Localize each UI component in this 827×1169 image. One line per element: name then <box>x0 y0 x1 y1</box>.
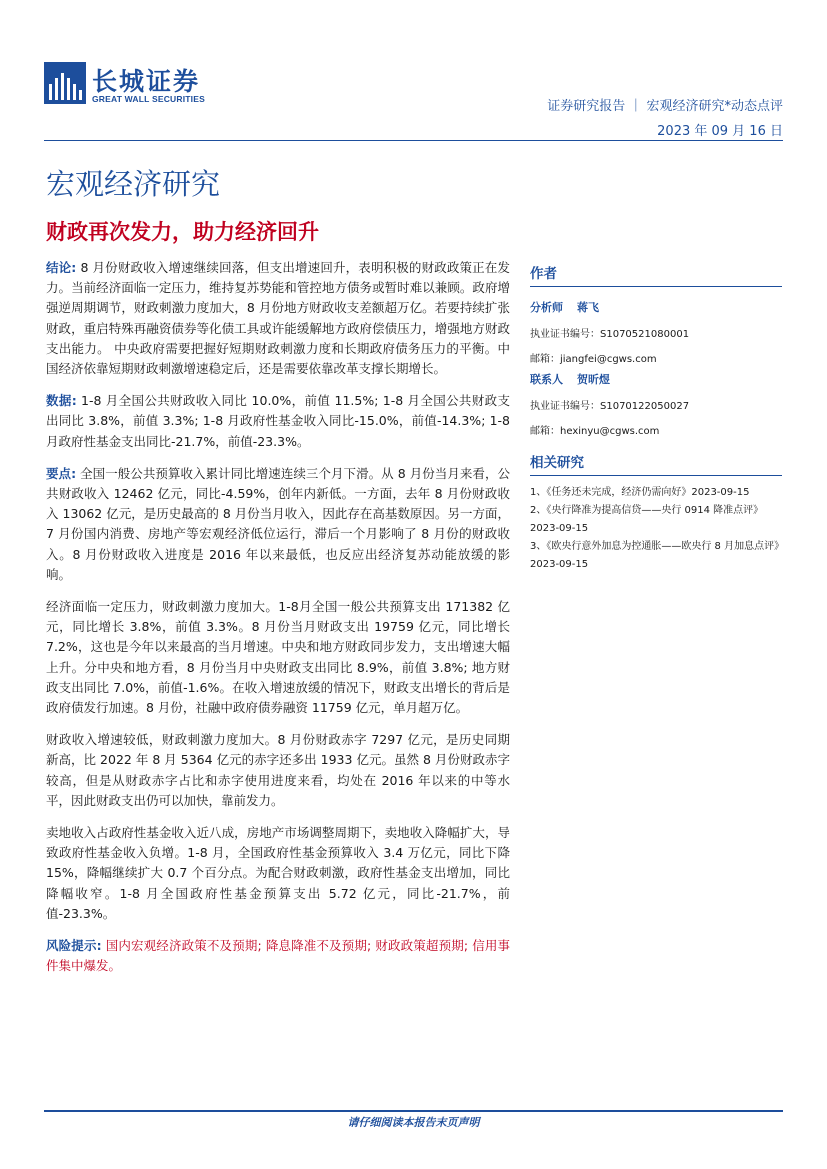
related-item[interactable]: 3、《欧央行意外加息为控通胀——欧央行 8 月加息点评》2023-09-15 <box>530 541 780 570</box>
contact-cert: 执业证书编号：S1070122050027 <box>530 401 690 412</box>
analyst-line <box>530 299 782 315</box>
report-date: 2023 年 09 月 16 日 <box>657 124 783 139</box>
paragraph-text: 经济面临一定压力，财政刺激力度加大。1-8月全国一般公共预算支出 171382 亿元，同比增长 3.8%，前值 3.3%。8 月份当月财政支出 19759 亿元，同比增长 7.2%，这也是今年以来最高的当月增速。中央和地方财政同步发力，支出增速大幅上升。分中央和地方看，8 月份当月中央财政支出同比 8.9%，前值 3.8%; 地方财政支出同比 7.0%，前值-1.6%。在收入增速放缓的情况下，财政支出增长的背后是政府债发行加速。8 月份，社融中政府债券融资 11759 亿元，单月超万亿。 <box>46 599 510 716</box>
page-title: 宏观经济研究 <box>46 167 221 201</box>
related-research-list <box>530 484 782 574</box>
company-logo <box>44 62 224 106</box>
paragraph-conclusion <box>46 258 510 379</box>
analyst-name: 蒋飞 <box>577 301 599 314</box>
report-body <box>46 258 510 989</box>
analyst-role: 分析师 <box>530 301 563 314</box>
paragraph-keypoints <box>46 464 510 585</box>
logo-text-en: GREAT WALL SECURITIES <box>92 94 205 104</box>
analyst-email[interactable]: 邮箱：jiangfei@cgws.com <box>530 354 657 365</box>
related-item[interactable]: 1、《任务还未完成，经济仍需向好》2023-09-15 <box>530 487 750 498</box>
contact-email[interactable]: 邮箱：hexinyu@cgws.com <box>530 426 660 437</box>
paragraph-label: 要点: <box>46 465 77 481</box>
paragraph-text: 财政收入增速较低，财政刺激力度加大。8 月份财政赤字 7297 亿元，是历史同期新高，比 2022 年 8 月 5364 亿元的赤字还多出 1933 亿元。虽然 8 月份财政赤字较高，但是从财政赤字占比和赤字使用进度来看，均处在 2016 年以来的中等水平，因此财政支出仍可以加快，靠前发力。 <box>46 732 510 808</box>
analyst-cert: 执业证书编号：S1070521080001 <box>530 329 690 340</box>
logo-text-cn: 长城证券 <box>92 67 201 96</box>
contact-role: 联系人 <box>530 373 563 386</box>
author-heading: 作者 <box>530 262 782 287</box>
risk-label: 风险提示: <box>46 938 102 954</box>
header-divider <box>44 140 783 141</box>
paragraph-text: 卖地收入占政府性基金收入近八成，房地产市场调整周期下，卖地收入降幅扩大，导致政府性基金收入负增。1-8 月，全国政府性基金预算收入 3.4 万亿元，同比下降 15%，降幅继续扩大 0.7 个百分点。为配合财政刺激，政府性基金支出增加，同比降幅收窄。1-8 月全国政府性基金预算支出 5.72 亿元，同比-21.7%，前值-23.3%。 <box>46 825 510 921</box>
related-heading: 相关研究 <box>530 451 782 476</box>
paragraph-text: 8 月份财政收入增速继续回落，但支出增速回升，表明积极的财政政策正在发力。当前经济面临一定压力，维持复苏势能和管控地方债务或暂时难以兼顾。政府增强逆周期调节，财政刺激力度加大，8 月份地方财政收支差额超万亿。若要持续扩张财政，重启特殊再融资债券等化债工具或许能缓解地方政府偿债压力，增强地方财政支出能力。 中央政府需要把握好短期财政刺激力度和长期政府债务压力的平衡。中国经济依靠短期财政刺激增速稳定后，还是需要依靠改革支撑长期增长。 <box>46 260 510 377</box>
sidebar <box>530 262 782 574</box>
report-header <box>547 95 783 139</box>
footer-disclaimer: 请仔细阅读本报告末页声明 <box>347 1116 480 1129</box>
related-item[interactable]: 2、《央行降准为提高信贷——央行 0914 降准点评》2023-09-15 <box>530 505 764 534</box>
paragraph-data <box>46 391 510 452</box>
paragraph-expenditure <box>46 597 510 718</box>
paragraph-label: 数据: <box>46 393 77 409</box>
author-block <box>530 287 782 437</box>
contact-line <box>530 371 782 387</box>
paragraph-fund-income <box>46 823 510 924</box>
contact-name: 贺昕煜 <box>577 373 610 386</box>
paragraph-deficit <box>46 730 510 811</box>
paragraph-risk <box>46 936 510 976</box>
report-type: 证券研究报告 ｜ 宏观经济研究*动态点评 <box>547 99 783 114</box>
page-subtitle: 财政再次发力，助力经济回升 <box>46 219 319 244</box>
paragraph-text: 1-8 月全国公共财政收入同比 10.0%，前值 11.5%; 1-8 月全国公共财政支出同比 3.8%，前值 3.3%; 1-8 月政府性基金收入同比-15.0%，前值-14.3%; 1-8 月政府性基金支出同比-21.7%，前值-23.3%。 <box>46 393 510 449</box>
paragraph-label: 结论: <box>46 260 77 275</box>
paragraph-text: 全国一般公共预算收入累计同比增速连续三个月下滑。从 8 月份当月来看，公共财政收入 12462 亿元，同比-4.59%，创年内新低。一方面，去年 8 月份财政收入 13062 亿元，是历史最高的 8 月份当月收入，因此存在高基数原因。另一方面，7 月份国内消费、房地产等宏观经济低位运行，滞后一个月影响了 8 月份的财政收入。8 月份财政收入进度是 2016 年以来最低，也反应出经济复苏动能放缓的影响。 <box>46 465 511 582</box>
risk-text: 国内宏观经济政策不及预期; 降息降准不及预期; 财政政策超预期; 信用事件集中爆发。 <box>46 938 511 974</box>
logo-mark-icon <box>44 62 86 104</box>
footer-divider <box>44 1110 783 1112</box>
